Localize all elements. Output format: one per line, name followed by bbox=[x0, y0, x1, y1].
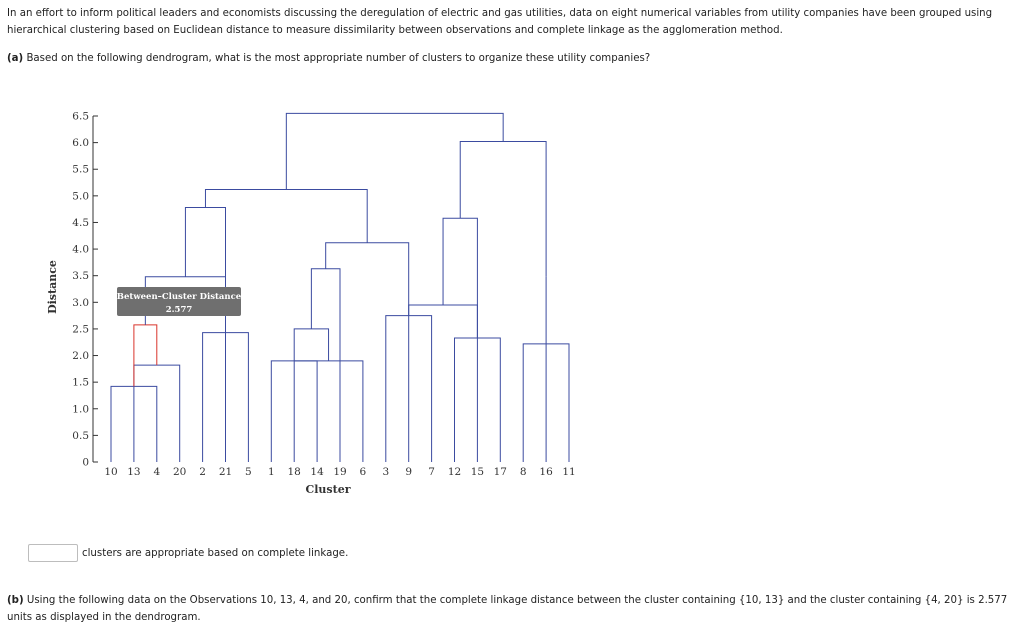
leaf-label: 1 bbox=[267, 466, 275, 478]
y-tick-label: 3.0 bbox=[72, 296, 89, 309]
question-b bbox=[7, 592, 1017, 626]
leaf-label: 13 bbox=[127, 466, 141, 478]
y-tick-label: 4.0 bbox=[72, 243, 89, 256]
dendrogram-link bbox=[205, 189, 367, 242]
dendrogram-link bbox=[294, 361, 363, 462]
dendrogram-link bbox=[185, 208, 225, 462]
leaf-label: 11 bbox=[562, 466, 576, 478]
dendrogram-link bbox=[286, 113, 503, 189]
y-tick-label: 6.5 bbox=[72, 110, 89, 123]
y-tick-label: 5.0 bbox=[72, 190, 89, 203]
dendrogram-link bbox=[443, 218, 477, 462]
leaf-label: 3 bbox=[382, 466, 390, 478]
leaf-label: 2 bbox=[199, 466, 206, 478]
leaf-label: 19 bbox=[333, 466, 347, 478]
y-tick-label: 0.5 bbox=[72, 429, 89, 442]
dendrogram-link bbox=[460, 142, 546, 277]
answer-row bbox=[28, 544, 348, 562]
leaf-label: 4 bbox=[153, 466, 161, 478]
distance-tooltip bbox=[117, 287, 242, 316]
leaf-label: 20 bbox=[173, 466, 187, 478]
x-axis-label: Cluster bbox=[305, 483, 351, 496]
leaf-label: 6 bbox=[359, 466, 367, 478]
dendrogram-link bbox=[326, 243, 409, 316]
y-axis-label: Distance bbox=[46, 260, 59, 314]
leaf-label: 14 bbox=[310, 466, 324, 478]
part-b-text: Using the following data on the Observations 10, 13, 4, and 20, confirm that the complete linkage distance between the cluster containing {10, 13} and the cluster containing {4, 20} is 2.577 units as displayed in the dendrogram. bbox=[7, 595, 1008, 623]
leaf-label: 15 bbox=[470, 466, 485, 478]
leaf-labels bbox=[104, 466, 575, 478]
tooltip-title: Between–Cluster Distance bbox=[116, 292, 242, 302]
leaf-label: 12 bbox=[447, 466, 462, 478]
leaf-label: 21 bbox=[218, 466, 233, 478]
y-axis bbox=[72, 111, 98, 469]
y-tick-label: 4.5 bbox=[72, 216, 89, 229]
y-tick-label: 2.5 bbox=[72, 323, 89, 336]
leaf-label: 5 bbox=[245, 466, 252, 478]
cluster-count-input[interactable] bbox=[28, 544, 78, 562]
question-intro: In an effort to inform political leaders and economists discussing the deregulation of electric and gas utilities, data on eight numerical variables from utility companies have been grouped using hierarchical clustering based on Euclidean distance to measure dissimilarity between observations and complete linkage as the agglomeration method. bbox=[7, 8, 993, 36]
y-tick-label: 2.0 bbox=[72, 350, 89, 363]
y-tick-label: 1.5 bbox=[72, 376, 89, 389]
y-tick-label: 5.5 bbox=[72, 163, 89, 176]
leaf-label: 10 bbox=[104, 466, 118, 478]
leaf-label: 7 bbox=[428, 466, 435, 478]
part-b-label: (b) bbox=[7, 595, 24, 606]
dendrogram-link bbox=[311, 269, 340, 462]
leaf-label: 9 bbox=[405, 466, 413, 478]
part-a-label: (a) bbox=[7, 53, 24, 64]
part-a-text: Based on the following dendrogram, what is the most appropriate number of clusters to organize these utility companies? bbox=[26, 53, 651, 64]
y-tick-label: 1.0 bbox=[72, 403, 89, 416]
dendrogram-link bbox=[134, 325, 157, 387]
answer-suffix: clusters are appropriate based on complete linkage. bbox=[82, 547, 349, 559]
dendrogram-link bbox=[294, 329, 328, 361]
y-tick-label: 0 bbox=[82, 456, 89, 469]
tooltip-value: 2.577 bbox=[165, 305, 193, 315]
leaf-label: 8 bbox=[519, 466, 527, 478]
y-tick-label: 6.0 bbox=[72, 137, 89, 150]
dendrogram-link bbox=[409, 305, 478, 462]
leaf-label: 16 bbox=[539, 466, 553, 478]
leaf-label: 18 bbox=[287, 466, 301, 478]
leaf-label: 17 bbox=[493, 466, 507, 478]
y-tick-label: 3.5 bbox=[72, 270, 89, 283]
